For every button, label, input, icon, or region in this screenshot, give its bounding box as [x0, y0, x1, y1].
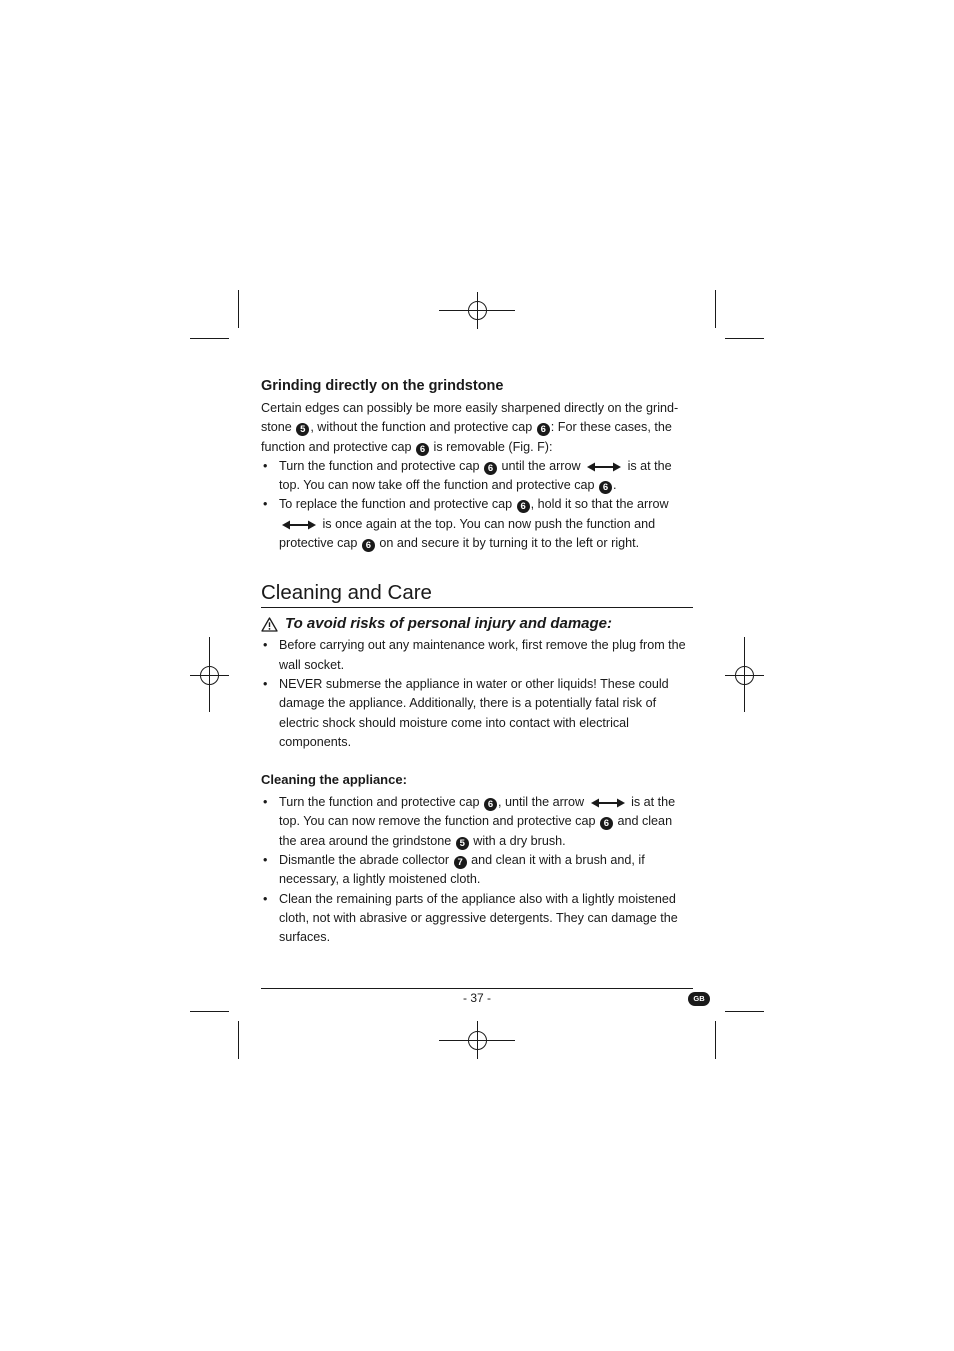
- part-number-badge: 6: [484, 798, 497, 811]
- page-title: Cleaning and Care: [261, 580, 693, 608]
- double-arrow-icon: [587, 462, 621, 472]
- text-run: Turn the function and protective cap: [279, 458, 483, 473]
- language-badge: GB: [688, 992, 710, 1006]
- warning-bullets: [261, 636, 693, 752]
- list-item: [261, 890, 693, 948]
- section-grinding: [261, 376, 693, 553]
- text-run: until the arrow: [497, 458, 585, 473]
- text-run: , hold it so that the arrow: [530, 497, 669, 512]
- list-item: [261, 457, 693, 496]
- text-run: is removable (Fig. F):: [430, 439, 553, 454]
- part-number-badge: 6: [484, 462, 497, 475]
- text-run: and clean the area around the grindstone: [279, 814, 673, 848]
- double-arrow-icon: [591, 798, 625, 808]
- part-number-badge: 6: [600, 817, 613, 830]
- text-run: , without the function and protective cap: [310, 420, 536, 435]
- text-run: Certain edges can possibly be more easily sharpened directly on the grind-stone: [261, 401, 679, 435]
- grinding-bullets: [261, 457, 693, 553]
- list-item: [261, 793, 693, 851]
- bullet-marker: •: [263, 795, 268, 810]
- footer-rule: [261, 988, 693, 989]
- bullet-marker: •: [263, 458, 268, 473]
- list-item: [261, 675, 693, 752]
- text-run: To replace the function and protective cap: [279, 497, 516, 512]
- page-content: [261, 376, 693, 948]
- part-number-badge: 6: [599, 481, 612, 494]
- bullet-marker: •: [263, 638, 268, 653]
- warning-title: To avoid risks of personal injury and damage:: [285, 615, 613, 633]
- part-number-badge: 7: [454, 856, 467, 869]
- grinding-intro: [261, 399, 693, 457]
- list-item: [261, 636, 693, 675]
- part-number-badge: 5: [456, 837, 469, 850]
- text-run: on and secure it by turning it to the left or right.: [375, 536, 640, 551]
- bullet-marker: •: [263, 497, 268, 512]
- text-run: is at the top. You can now remove the function and protective cap: [279, 795, 676, 829]
- text-run: is at the top. You can now take off the function and protective cap: [279, 458, 672, 493]
- text-run: .: [613, 478, 617, 493]
- text-run: is once again at the top. You can now push the function and protective cap: [279, 516, 656, 551]
- page-number: - 37 -: [462, 991, 491, 1005]
- part-number-badge: 6: [362, 539, 375, 552]
- text-run: Clean the remaining parts of the appliance also with a lightly moistened cloth, not with abrasive or aggressive detergents. They can damage the surfaces.: [279, 891, 678, 945]
- cleaning-bullets: [261, 793, 693, 947]
- double-arrow-icon: [282, 520, 316, 530]
- part-number-badge: 6: [517, 500, 530, 513]
- list-item: [261, 495, 693, 553]
- section-cleaning-care: [261, 580, 693, 947]
- part-number-badge: 6: [416, 443, 429, 456]
- list-item: [261, 851, 693, 890]
- section-heading-grinding: Grinding directly on the grindstone: [261, 378, 504, 394]
- text-run: Dismantle the abrade collector: [279, 853, 453, 868]
- text-run: NEVER submerse the appliance in water or other liquids! These could damage the appliance. Additionally, there is a potentially fatal risk of electric shock should moisture come into contact with electrical components.: [279, 676, 669, 749]
- warning-callout: [261, 614, 693, 634]
- text-run: with a dry brush.: [469, 833, 566, 848]
- cleaning-heading: Cleaning the appliance:: [261, 772, 407, 788]
- text-run: : For these cases, the function and protective cap: [261, 420, 672, 454]
- bullet-marker: •: [263, 853, 268, 868]
- bullet-marker: •: [263, 676, 268, 691]
- text-run: Before carrying out any maintenance work, first remove the plug from the wall socket.: [279, 638, 686, 672]
- text-run: Turn the function and protective cap: [279, 795, 483, 810]
- text-run: and clean it with a brush and, if necessary, a lightly moistened cloth.: [279, 853, 645, 887]
- warning-triangle-icon: [261, 617, 278, 632]
- bullet-marker: •: [263, 891, 268, 906]
- text-run: , until the arrow: [497, 795, 588, 810]
- part-number-badge: 6: [537, 423, 550, 436]
- part-number-badge: 5: [296, 423, 309, 436]
